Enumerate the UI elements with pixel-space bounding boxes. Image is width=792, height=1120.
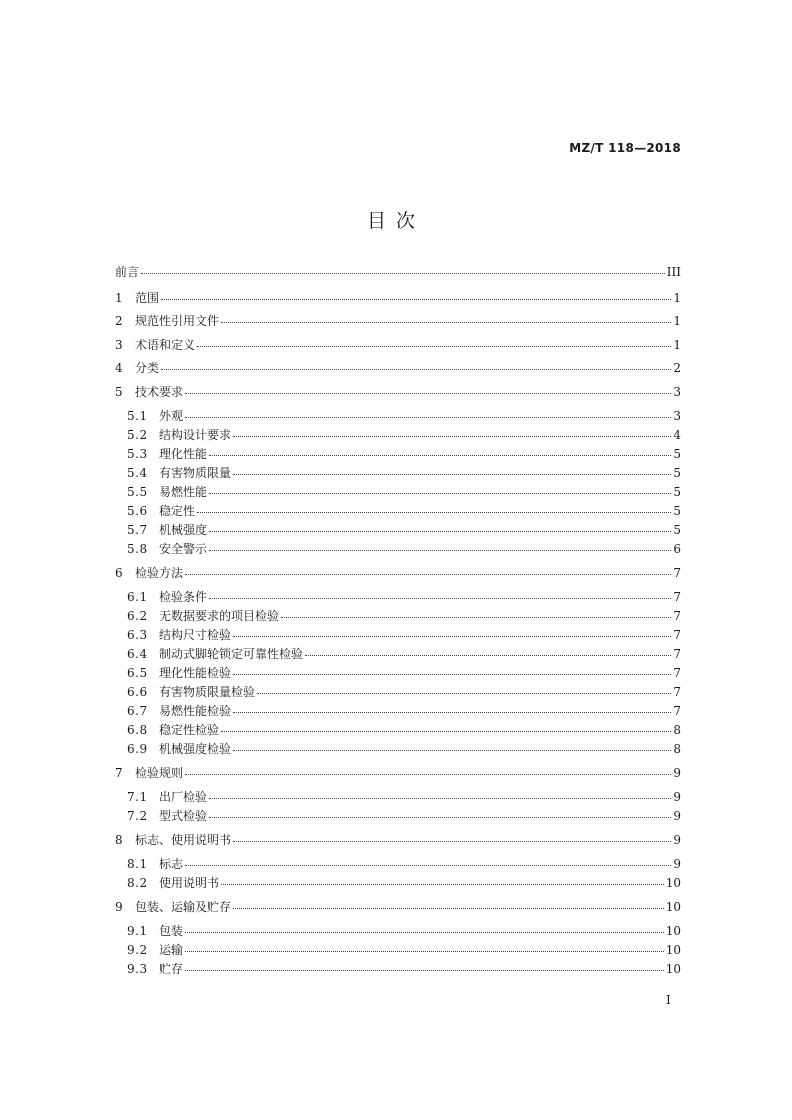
dot-leader (233, 740, 671, 751)
toc-entry-page: 7 (673, 666, 681, 680)
toc-entry-title: 贮存 (159, 962, 184, 976)
dot-leader (197, 336, 671, 347)
toc-entry-page: 9 (673, 833, 681, 847)
toc-entry[interactable] (127, 609, 681, 623)
toc-entry-title: 外观 (159, 409, 184, 423)
toc-entry-number: 8.2 (127, 876, 148, 890)
toc-entry-title: 标志、使用说明书 (135, 833, 232, 847)
toc-entry-number: 6.6 (127, 685, 148, 699)
toc-entry[interactable] (127, 542, 681, 556)
toc-entry[interactable] (127, 466, 681, 480)
toc-entry-number: 2 (115, 314, 123, 328)
dot-leader (185, 564, 671, 575)
toc-entry[interactable] (127, 924, 681, 938)
toc-entry-title: 有害物质限量检验 (159, 685, 256, 699)
toc-entry[interactable] (115, 566, 681, 580)
toc-entry-title: 稳定性 (159, 504, 196, 518)
dot-leader (185, 855, 671, 866)
dot-leader (185, 407, 671, 418)
toc-entry-title: 范围 (135, 291, 160, 305)
toc-entry-page: 1 (673, 338, 681, 352)
dot-leader (233, 626, 671, 637)
toc-entry[interactable] (127, 723, 681, 737)
toc-entry-number: 9.3 (127, 962, 148, 976)
toc-entry-page: 4 (673, 428, 681, 442)
toc-entry[interactable] (127, 809, 681, 823)
dot-leader (233, 664, 671, 675)
dot-leader (209, 445, 671, 456)
toc-entry-number: 5.3 (127, 447, 148, 461)
toc-entry-title: 机械强度 (159, 523, 208, 537)
toc-entry-page: 7 (673, 566, 681, 580)
toc-entry[interactable] (127, 704, 681, 718)
toc-entry-title: 机械强度检验 (159, 742, 232, 756)
dot-leader (161, 359, 671, 370)
toc-entry-page: 9 (673, 790, 681, 804)
toc-entry-title: 分类 (135, 361, 160, 375)
toc-entry-page: 6 (673, 542, 681, 556)
toc-entry-number: 5.1 (127, 409, 148, 423)
toc-entry-page: 5 (673, 466, 681, 480)
toc-entry-number: 5.5 (127, 485, 148, 499)
toc-entry-page: 1 (673, 314, 681, 328)
toc-entry-page: 10 (665, 943, 681, 957)
toc-entry-title: 包装 (159, 924, 184, 938)
dot-leader (305, 645, 671, 656)
toc-entry-page: 7 (673, 590, 681, 604)
toc-entry[interactable] (127, 485, 681, 499)
toc-entry-page: 7 (673, 647, 681, 661)
toc-entry[interactable] (115, 338, 681, 352)
toc-entry-title: 检验方法 (135, 566, 184, 580)
toc-entry-title: 前言 (115, 265, 140, 279)
dot-leader (221, 312, 671, 323)
toc-entry-page: 8 (673, 742, 681, 756)
toc-entry-title: 包装、运输及贮存 (135, 900, 232, 914)
dot-leader (209, 483, 671, 494)
toc-entry-title: 制动式脚轮锁定可靠性检验 (159, 647, 304, 661)
toc-entry-number: 7.2 (127, 809, 148, 823)
toc-entry[interactable] (115, 833, 681, 847)
toc-entry-page: 3 (673, 385, 681, 399)
toc-entry-number: 8 (115, 833, 123, 847)
toc-entry-number: 5.2 (127, 428, 148, 442)
toc-entry-page: 2 (673, 361, 681, 375)
toc-entry[interactable] (127, 685, 681, 699)
dot-leader (161, 289, 671, 300)
toc-entry-title: 易燃性能检验 (159, 704, 232, 718)
toc-entry-number: 5.8 (127, 542, 148, 556)
dot-leader (233, 898, 664, 909)
toc-entry-title: 技术要求 (135, 385, 184, 399)
toc-entry-title: 稳定性检验 (159, 723, 220, 737)
toc-entry-title: 规范性引用文件 (135, 314, 220, 328)
toc-entry-page: 10 (665, 876, 681, 890)
toc-entry-title: 结构设计要求 (159, 428, 232, 442)
toc-entry[interactable] (127, 742, 681, 756)
toc-entry-page: 10 (665, 924, 681, 938)
toc-entry-number: 4 (115, 361, 123, 375)
toc-entry-page: 9 (673, 809, 681, 823)
toc-entry[interactable] (127, 857, 681, 871)
toc-entry-page: 10 (665, 900, 681, 914)
dot-leader (185, 764, 671, 775)
toc-entry-page: 3 (673, 409, 681, 423)
toc-entry[interactable] (127, 447, 681, 461)
toc-entry-page: 1 (673, 291, 681, 305)
toc-entry-title: 运输 (159, 943, 184, 957)
toc-entry-number: 9.2 (127, 943, 148, 957)
toc-entry-number: 6.9 (127, 742, 148, 756)
dot-leader (209, 788, 671, 799)
dot-leader (221, 721, 671, 732)
toc-entry-number: 6.1 (127, 590, 148, 604)
toc-entry-page: 7 (673, 685, 681, 699)
toc-entry[interactable] (127, 962, 681, 976)
toc-entry-title: 检验规则 (135, 766, 184, 780)
dot-leader (209, 521, 671, 532)
toc-entry[interactable] (127, 943, 681, 957)
toc-entry-number: 9.1 (127, 924, 148, 938)
toc-entry[interactable] (115, 361, 681, 375)
toc-entry-page: 5 (673, 447, 681, 461)
dot-leader (209, 540, 671, 551)
toc-entry-number: 6.7 (127, 704, 148, 718)
standard-code: MZ/T 118—2018 (569, 141, 681, 155)
toc-entry[interactable] (115, 265, 681, 279)
toc-entry-page: 10 (665, 962, 681, 976)
toc-entry-number: 5.4 (127, 466, 148, 480)
dot-leader (209, 588, 671, 599)
dot-leader (233, 426, 671, 437)
toc-entry[interactable] (127, 409, 681, 423)
page-number: I (666, 993, 671, 1007)
toc-entry[interactable] (115, 900, 681, 914)
toc-entry-title: 检验条件 (159, 590, 208, 604)
toc-entry-number: 6 (115, 566, 123, 580)
toc-entry-number: 9 (115, 900, 123, 914)
toc-entry[interactable] (127, 790, 681, 804)
toc-entry-page: III (666, 265, 681, 279)
toc-entry[interactable] (115, 766, 681, 780)
toc-entry-number: 5.7 (127, 523, 148, 537)
toc-entry-page: 5 (673, 504, 681, 518)
toc-entry-number: 3 (115, 338, 123, 352)
toc-entry-title: 无数据要求的项目检验 (159, 609, 280, 623)
dot-leader (141, 263, 665, 274)
dot-leader (233, 464, 671, 475)
dot-leader (281, 607, 671, 618)
toc-entry-number: 7.1 (127, 790, 148, 804)
toc-entry-number: 6.2 (127, 609, 148, 623)
dot-leader (185, 960, 664, 971)
dot-leader (197, 502, 671, 513)
toc-entry-title: 出厂检验 (159, 790, 208, 804)
toc-entry-number: 6.8 (127, 723, 148, 737)
toc-entry-number: 5 (115, 385, 123, 399)
dot-leader (233, 831, 671, 842)
page-title: 目次 (366, 210, 425, 232)
toc-entry-title: 型式检验 (159, 809, 208, 823)
dot-leader (221, 874, 664, 885)
toc-entry-number: 6.4 (127, 647, 148, 661)
toc-entry-title: 理化性能 (159, 447, 208, 461)
dot-leader (185, 922, 664, 933)
toc-entry-title: 使用说明书 (159, 876, 220, 890)
dot-leader (185, 941, 664, 952)
dot-leader (185, 383, 671, 394)
toc-entry-title: 易燃性能 (159, 485, 208, 499)
dot-leader (209, 807, 671, 818)
toc-entry[interactable] (127, 428, 681, 442)
toc-entry-number: 1 (115, 291, 123, 305)
toc-entry-page: 7 (673, 628, 681, 642)
toc-entry-title: 标志 (159, 857, 184, 871)
toc-entry-number: 7 (115, 766, 123, 780)
toc-entry-page: 7 (673, 704, 681, 718)
toc-entry[interactable] (127, 590, 681, 604)
toc-entry-page: 5 (673, 485, 681, 499)
toc-entry-title: 安全警示 (159, 542, 208, 556)
toc-entry[interactable] (127, 647, 681, 661)
toc-entry[interactable] (127, 628, 681, 642)
toc-entry[interactable] (127, 504, 681, 518)
toc-entry[interactable] (115, 385, 681, 399)
toc-entry-number: 8.1 (127, 857, 148, 871)
dot-leader (233, 702, 671, 713)
toc-entry[interactable] (127, 666, 681, 680)
toc-entry-title: 术语和定义 (135, 338, 196, 352)
dot-leader (257, 683, 671, 694)
toc-entry-page: 9 (673, 766, 681, 780)
toc-entry[interactable] (127, 876, 681, 890)
toc-entry-page: 9 (673, 857, 681, 871)
toc-entry-page: 7 (673, 609, 681, 623)
toc-entry-number: 5.6 (127, 504, 148, 518)
toc-entry[interactable] (115, 291, 681, 305)
toc-entry-page: 8 (673, 723, 681, 737)
toc-entry-title: 有害物质限量 (159, 466, 232, 480)
toc-entry-title: 结构尺寸检验 (159, 628, 232, 642)
toc-entry-number: 6.3 (127, 628, 148, 642)
toc-entry-number: 6.5 (127, 666, 148, 680)
toc-entry-title: 理化性能检验 (159, 666, 232, 680)
toc-entry-page: 5 (673, 523, 681, 537)
toc-entry[interactable] (127, 523, 681, 537)
toc-entry[interactable] (115, 314, 681, 328)
